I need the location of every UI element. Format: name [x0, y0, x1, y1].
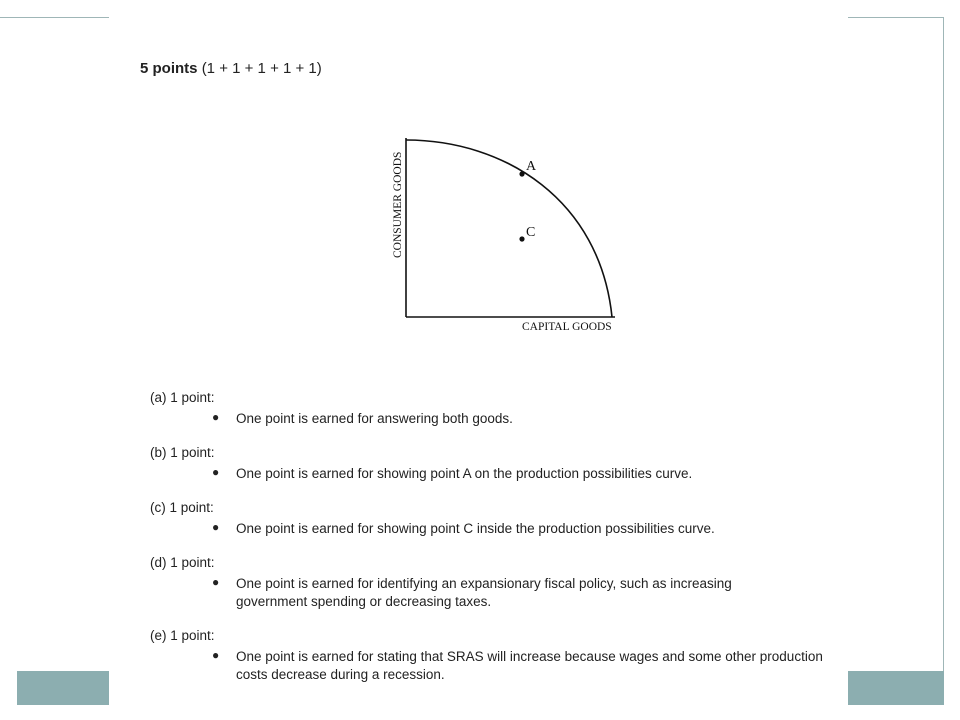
points-total: 5 points	[140, 60, 198, 77]
rubric-label-e: (e) 1 point:	[150, 628, 215, 643]
bullet-icon: ●	[212, 575, 220, 589]
rubric-text-e: One point is earned for stating that SRAS will increase because wages and some other production costs decrease during a recession.	[236, 649, 823, 682]
points-header	[140, 60, 322, 77]
point-c-label: C	[526, 225, 536, 240]
rubric-label-d: (d) 1 point:	[150, 555, 215, 570]
bullet-icon: ●	[212, 465, 220, 479]
point-a-dot	[519, 171, 524, 176]
frame-line-top-right	[848, 17, 944, 18]
ppc-curve	[406, 140, 612, 317]
y-axis-label: CONSUMER GOODS	[392, 151, 404, 258]
point-c-dot	[519, 236, 524, 241]
rubric-item-b	[150, 445, 693, 481]
bullet-icon: ●	[212, 410, 220, 424]
rubric-text-d: One point is earned for identifying an expansionary fiscal policy, such as increasing government spending or decreasing taxes.	[236, 576, 732, 609]
footer-band-right	[848, 671, 944, 705]
rubric-label-a: (a) 1 point:	[150, 390, 215, 405]
rubric-item-e	[150, 628, 823, 682]
rubric-text-b: One point is earned for showing point A on the production possibilities curve.	[236, 466, 693, 481]
slide-page	[109, 0, 848, 720]
rubric-item-d	[150, 555, 732, 609]
rubric-item-c	[150, 500, 715, 536]
bullet-icon: ●	[212, 648, 220, 662]
frame-line-top-left	[0, 17, 109, 18]
point-a-label: A	[526, 159, 537, 174]
footer-band-left	[17, 671, 109, 705]
ppc-diagram	[385, 120, 645, 340]
bullet-icon: ●	[212, 520, 220, 534]
frame-line-right	[943, 17, 944, 705]
rubric-item-a	[150, 390, 513, 426]
rubric-label-c: (c) 1 point:	[150, 500, 214, 515]
x-axis-label: CAPITAL GOODS	[522, 321, 612, 333]
points-breakdown: (1 + 1 + 1 + 1 + 1)	[201, 60, 322, 77]
rubric-text-a: One point is earned for answering both goods.	[236, 411, 513, 426]
rubric-label-b: (b) 1 point:	[150, 445, 215, 460]
rubric-text-c: One point is earned for showing point C inside the production possibilities curve.	[236, 521, 715, 536]
